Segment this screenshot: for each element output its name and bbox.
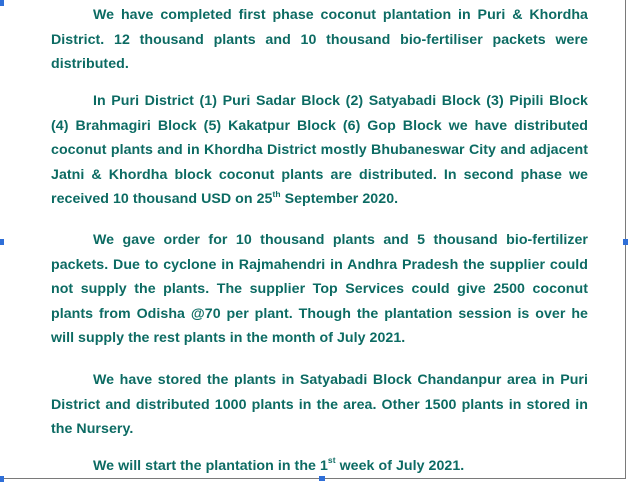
ordinal-suffix: st (327, 455, 336, 466)
selection-handle-bottom-left[interactable] (0, 476, 4, 482)
paragraph-text: week of July 2021. (335, 458, 465, 474)
paragraph-order-supply: We gave order for 10 thousand plants and 5 thousand bio-fertilizer packets. Due to cyclone in Rajmahendri in Andhra Pradesh the supplier could not supply the plants. The supplier Top Services could give 2500 coconut plants from Odisha @70 per plant. Though the plantation session is over he will supply the rest plants in the month of July 2021. (51, 232, 588, 347)
paragraph-text: We will start the plantation in the 1 (93, 458, 328, 474)
paragraph-storage: We have stored the plants in Satyabadi Block Chandanpur area in Puri District and distributed 1000 plants in the area. Other 1500 plants in stored in the Nursery. (51, 372, 588, 438)
paragraph-plantation-start (51, 454, 588, 479)
ordinal-suffix: th (272, 188, 281, 199)
paragraph-distribution-blocks (51, 89, 588, 212)
selection-handle-top-left[interactable] (0, 0, 4, 6)
selection-handle-left[interactable] (0, 239, 4, 245)
paragraph-text: In Puri District (1) Puri Sadar Block (2) Satyabadi Block (3) Pipili Block (4) Brahmagiri Block (5) Kakatpur Block (6) Gop Block we have distributed coconut plants and in Khordha District mostly Bhubaneswar City and adjacent Jatni & Khordha block coconut plants are distributed. In second phase we received 10 thousand USD on 25 (51, 93, 588, 208)
selection-handle-right[interactable] (623, 239, 628, 245)
paragraph-text: September 2020. (280, 191, 399, 208)
paragraph-first-phase: We have completed first phase coconut plantation in Puri & Khordha District. 12 thousand plants and 10 thousand bio-fertiliser packets were distributed. (51, 7, 588, 73)
